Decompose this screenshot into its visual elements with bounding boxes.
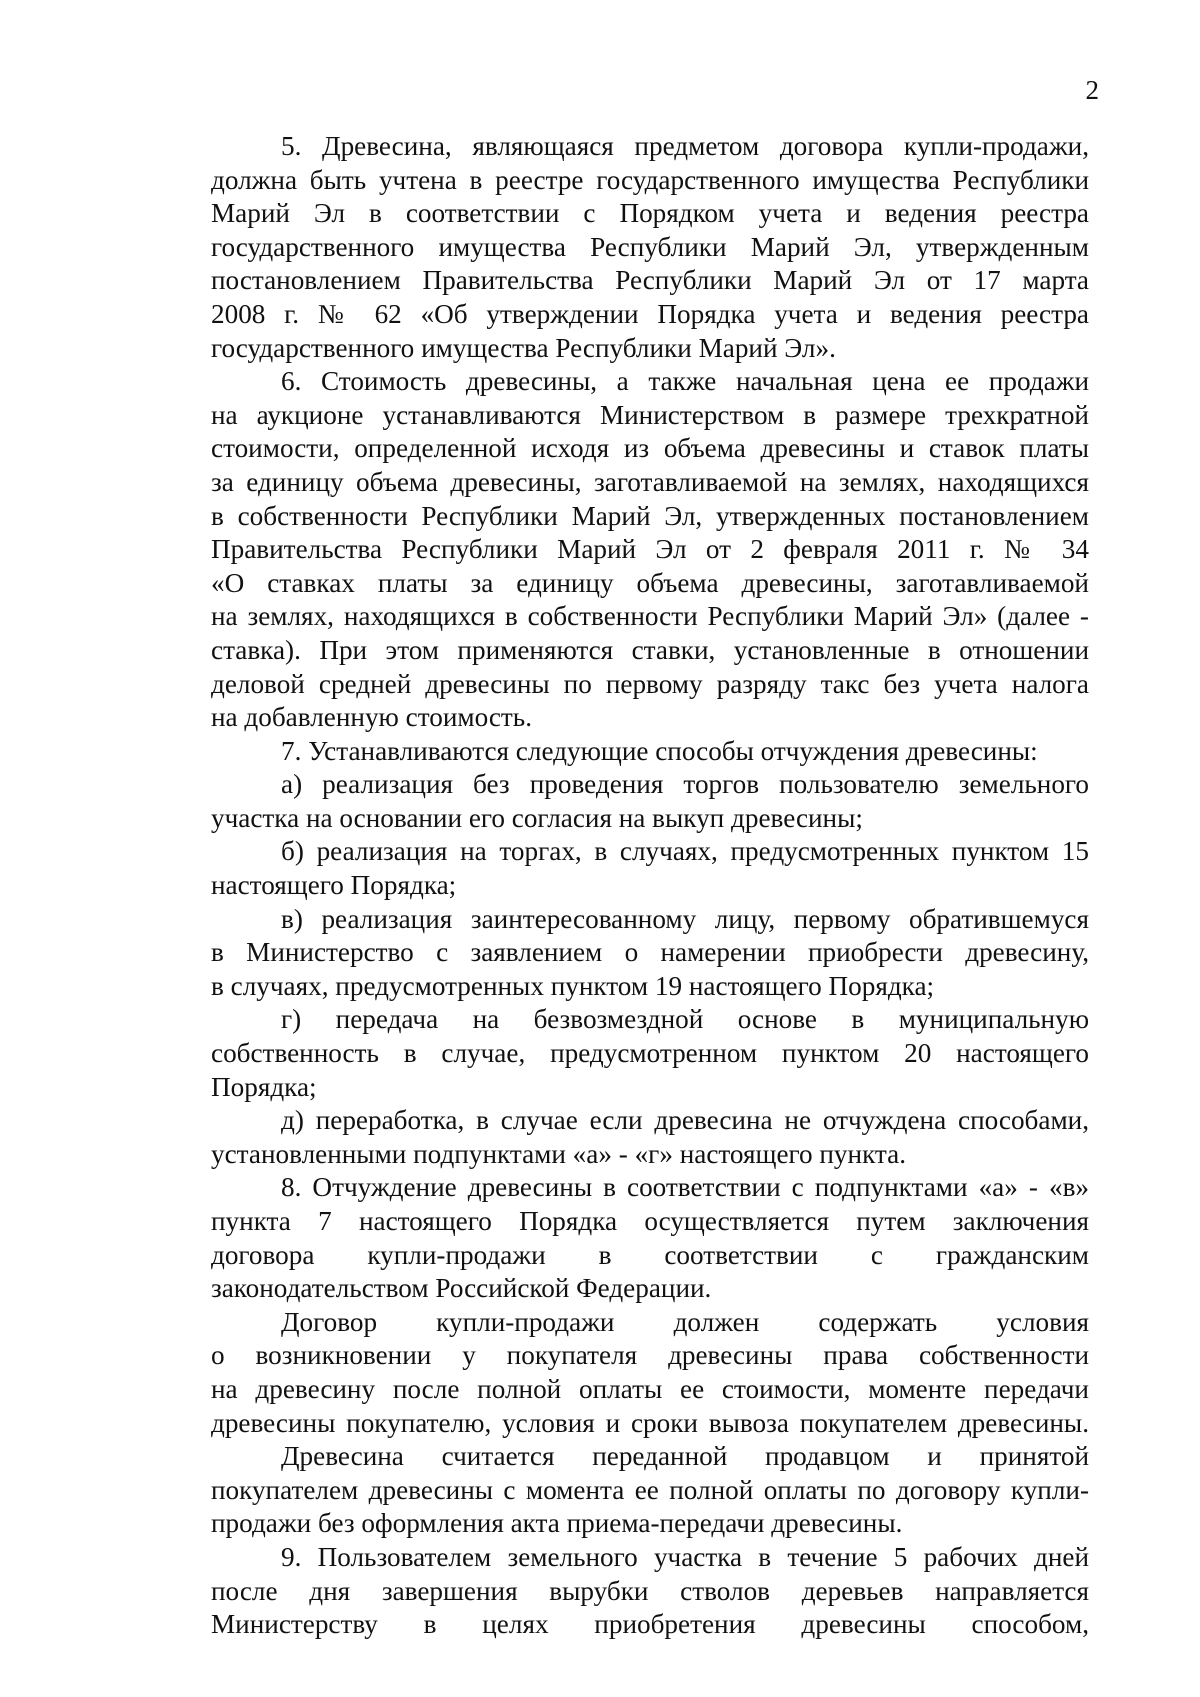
text-line: на добавленную стоимость. — [211, 702, 533, 733]
page-number: 2 — [1085, 75, 1099, 105]
text-line: Древесина считается переданной продавцом и принятой — [281, 1441, 1089, 1472]
text-line: д) переработка, в случае если древесина не отчуждена способами, — [281, 1105, 1089, 1136]
text-line: Правительства Республики Марий Эл от 2 февраля 2011 г. № 34 — [211, 534, 1089, 565]
text-line: древесины покупателю, условия и сроки вывоза покупателем древесины. — [211, 1407, 1089, 1438]
text-line: законодательством Российской Федерации. — [211, 1273, 712, 1304]
text-line: государственного имущества Республики Марий Эл, утвержденным — [211, 231, 1089, 262]
text-line: на землях, находящихся в собственности Республики Марий Эл» (далее - — [211, 601, 1089, 632]
text-line: 8. Отчуждение древесины в соответствии с подпунктами «а» - «в» — [281, 1172, 1089, 1203]
text-line: после дня завершения вырубки стволов деревьев направляется — [211, 1575, 1089, 1606]
text-line: ставка). При этом применяются ставки, установленные в отношении — [211, 634, 1089, 665]
text-line: Министерству в целях приобретения древесины способом, — [211, 1609, 1089, 1640]
text-line: постановлением Правительства Республики Марий Эл от 17 марта — [211, 265, 1089, 296]
text-line: настоящего Порядка; — [211, 870, 457, 901]
text-line: пункта 7 настоящего Порядка осуществляется путем заключения — [211, 1206, 1089, 1236]
text-line: продажи без оформления акта приема-передачи древесины. — [211, 1508, 903, 1539]
text-line: в) реализация заинтересованному лицу, первому обратившемуся — [281, 903, 1089, 934]
text-line: установленными подпунктами «а» - «г» настоящего пункта. — [211, 1138, 906, 1169]
text-line: должна быть учтена в реестре государственного имущества Республики — [211, 164, 1089, 195]
text-line: собственность в случае, предусмотренном пунктом 20 настоящего — [211, 1038, 1089, 1069]
text-line: за единицу объема древесины, заготавливаемой на землях, находящихся — [211, 466, 1089, 497]
text-line: 9. Пользователем земельного участка в течение 5 рабочих дней — [281, 1541, 1089, 1572]
text-line: в случаях, предусмотренных пунктом 19 настоящего Порядка; — [211, 970, 935, 1001]
text-line: 5. Древесина, являющаяся предметом договора купли-продажи, — [281, 131, 1089, 161]
text-line: Договор купли-продажи должен содержать условия — [281, 1306, 1089, 1337]
text-line: государственного имущества Республики Марий Эл». — [211, 332, 836, 363]
text-line: 7. Устанавливаются следующие способы отчуждения древесины: — [281, 735, 1038, 766]
text-line: «О ставках платы за единицу объема древесины, заготавливаемой — [211, 567, 1089, 598]
text-line: на древесину после полной оплаты ее стоимости, моменте передачи — [211, 1373, 1089, 1404]
text-line: договора купли-продажи в соответствии с гражданским — [211, 1239, 1089, 1270]
text-line: деловой средней древесины по первому разряду такс без учета налога — [211, 668, 1089, 699]
text-line: в собственности Республики Марий Эл, утвержденных постановлением — [211, 500, 1089, 531]
text-line: в Министерство с заявлением о намерении приобрести древесину, — [211, 937, 1089, 968]
text-line: на аукционе устанавливаются Министерством в размере трехкратной — [211, 399, 1089, 430]
text-line: о возникновении у покупателя древесины права собственности — [211, 1340, 1089, 1371]
text-line: 2008 г. № 62 «Об утверждении Порядка учета и ведения реестра — [211, 298, 1089, 329]
text-line: а) реализация без проведения торгов пользователю земельного — [281, 769, 1089, 800]
text-line: г) передача на безвозмездной основе в муниципальную — [281, 1004, 1089, 1035]
text-line: 6. Стоимость древесины, а также начальная цена ее продажи — [281, 366, 1089, 397]
text-line: участка на основании его согласия на выкуп древесины; — [211, 802, 863, 833]
text-line: Порядка; — [211, 1071, 317, 1102]
document-body — [211, 130, 1089, 1642]
text-line: стоимости, определенной исходя из объема древесины и ставок платы — [211, 433, 1089, 464]
text-line: Марий Эл в соответствии с Порядком учета и ведения реестра — [211, 198, 1089, 229]
text-line: покупателем древесины с момента ее полной оплаты по договору купли- — [211, 1474, 1089, 1505]
text-line: б) реализация на торгах, в случаях, предусмотренных пунктом 15 — [281, 836, 1089, 867]
